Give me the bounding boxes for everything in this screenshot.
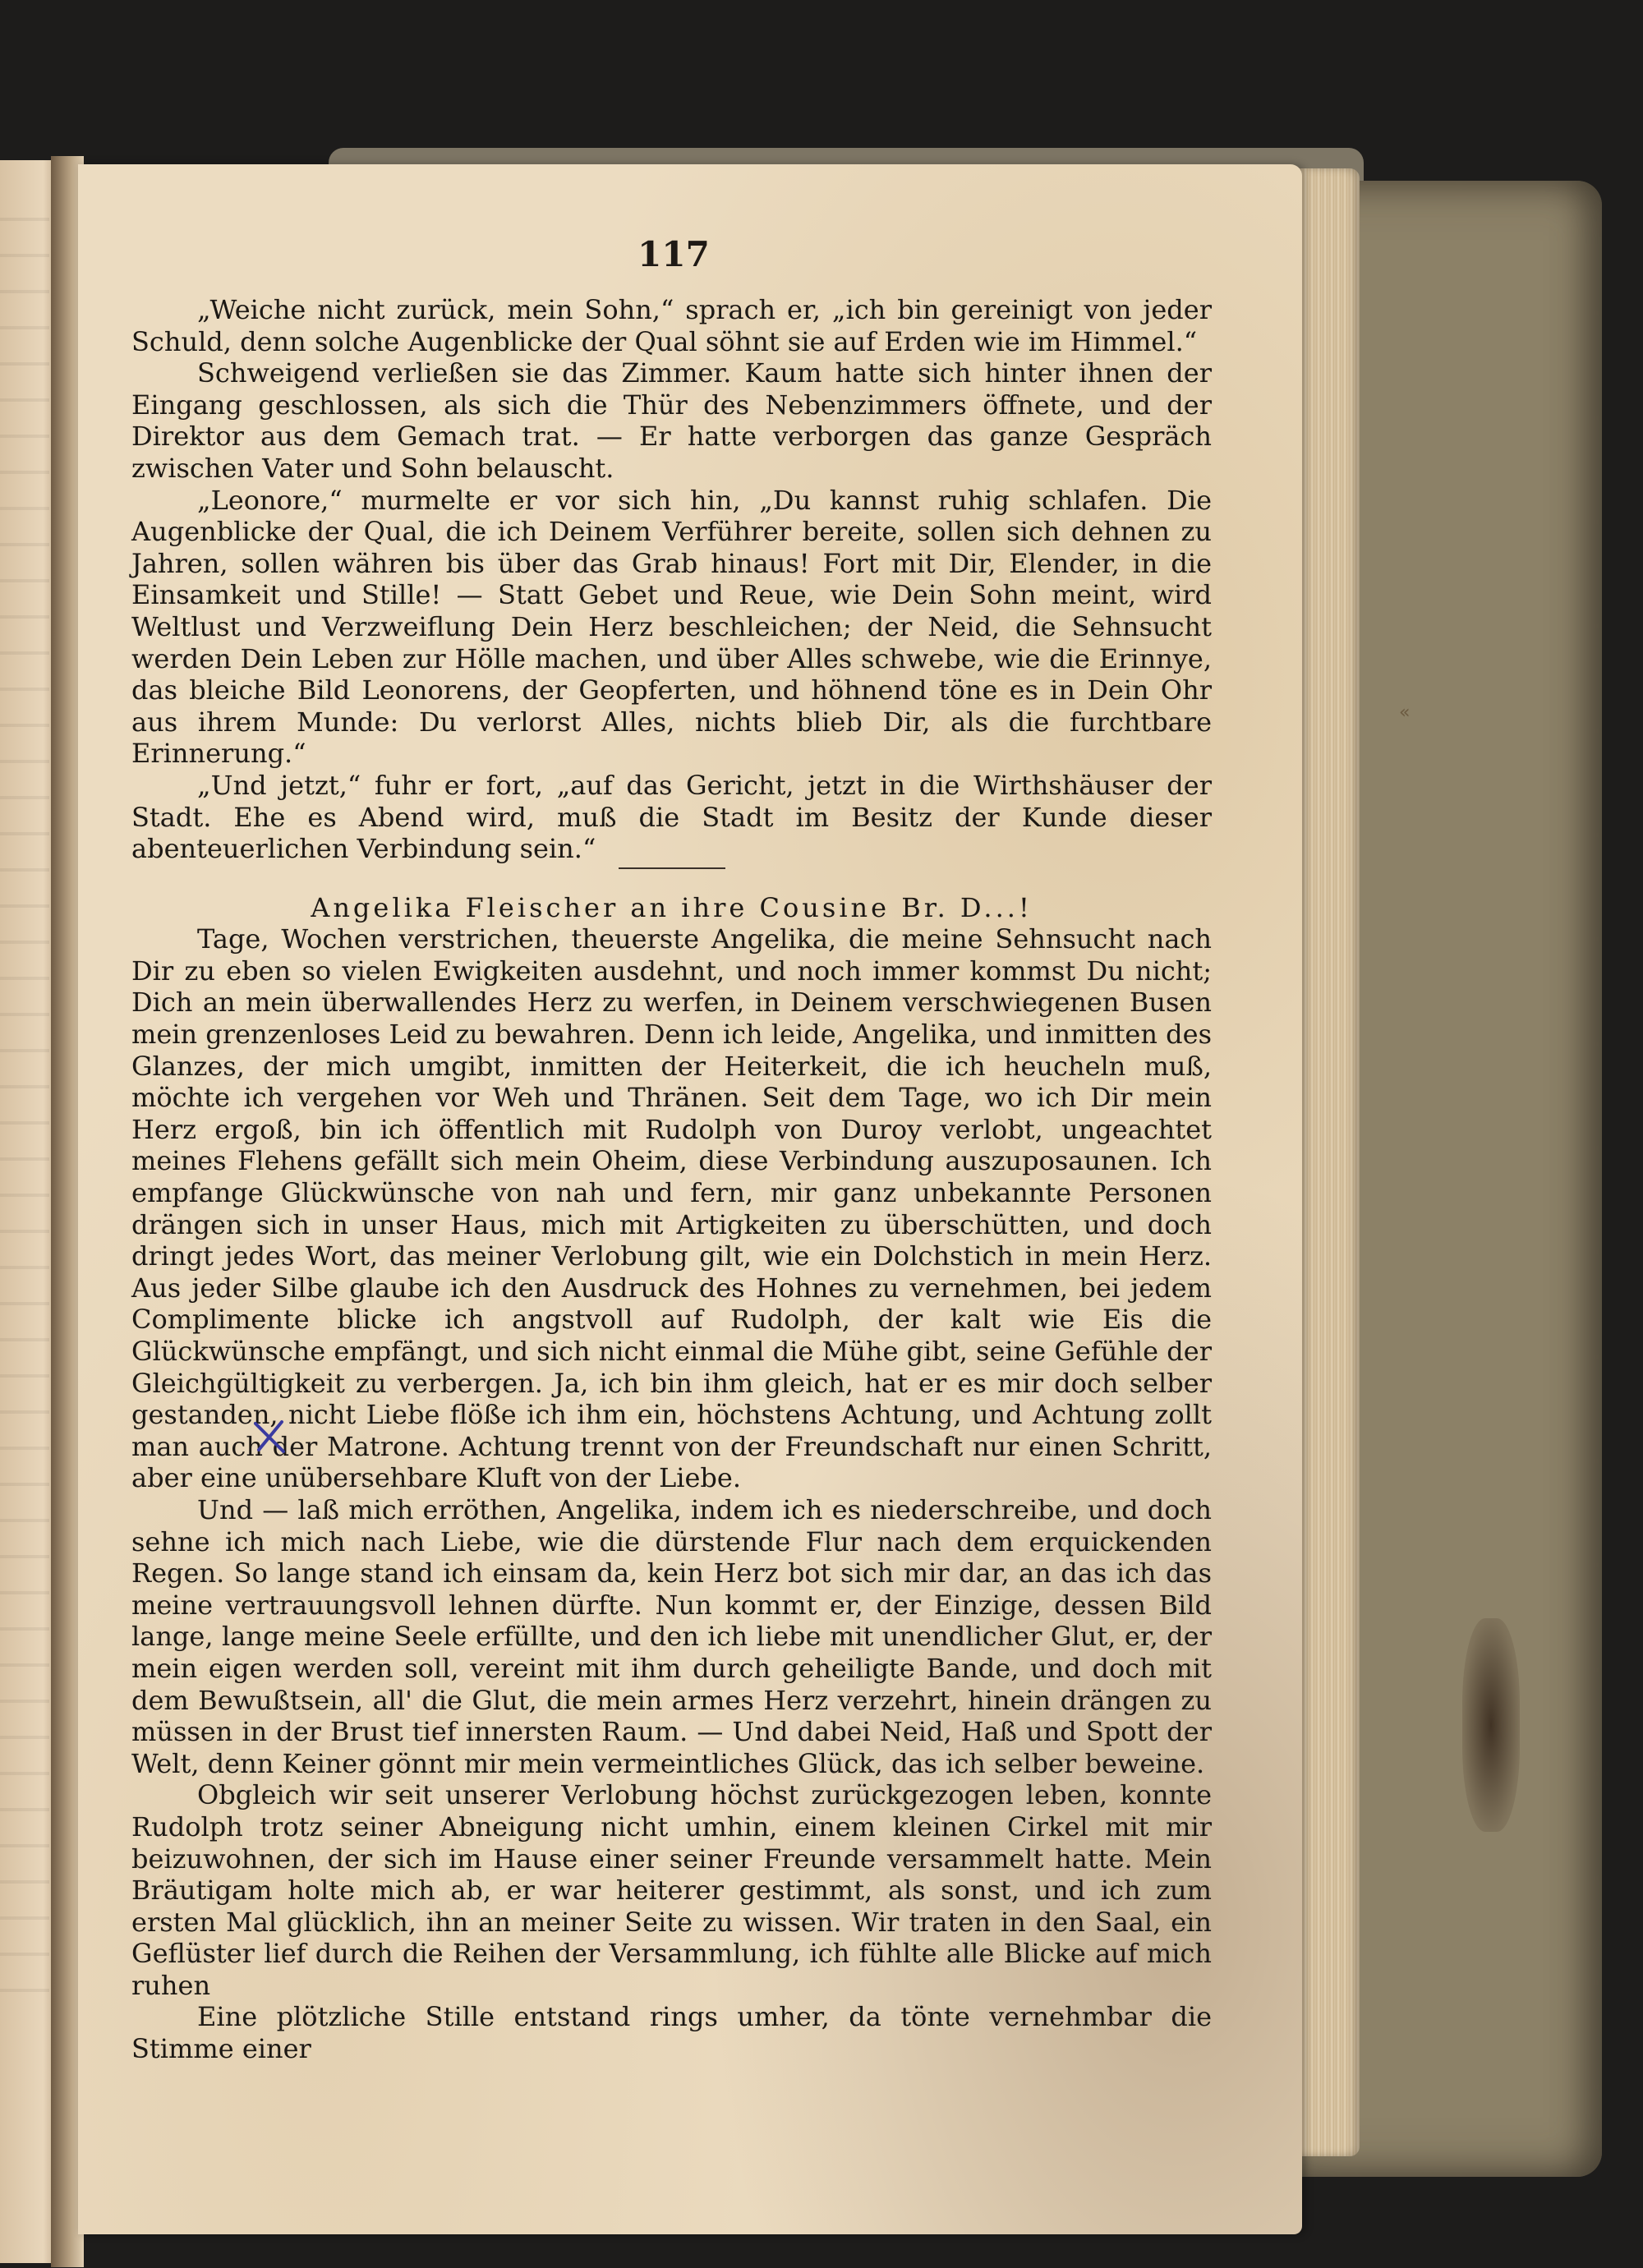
section-divider <box>619 867 725 869</box>
paragraph: Obgleich wir seit unserer Verlobung höchst zurückgezogen leben, konnte Rudolph trotz seiner Abneigung nicht umhin, einem kleinen Cirkel mit mir beizuwohnen, der sich im Hause einer seiner Freunde versammelt hatte. Mein Bräutigam holte mich ab, er war heiterer gestimmt, als sonst, und ich zum ersten Mal glücklich, ihn an meiner Seite zu wissen. Wir traten in den Saal, ein Geflüster lief durch die Reihen der Versammlung, ich fühlte alle Blicke auf mich ruhen <box>131 1779 1212 2001</box>
paragraph: „Leonore,“ murmelte er vor sich hin, „Du kannst ruhig schlafen. Die Augenblicke der Qual, die ich Deinem Verführer bereite, sollen sich dehnen zu Jahren, sollen währen bis über das Grab hinaus! Fort mit Dir, Elender, in die Einsamkeit und Stille! — Statt Gebet und Reue, wie Dein Sohn meint, wird Weltlust und Verzweiflung Dein Herz beschleichen; der Neid, die Sehnsucht werden Dein Leben zur Hölle machen, und über Alles schwebe, wie die Erinnye, das bleiche Bild Leonorens, der Geopferten, und höhnend töne es in Dein Ohr aus ihrem Munde: Du verlorst Alles, nichts blieb Dir, als die furchtbare Erinnerung.“ <box>131 484 1212 770</box>
paragraph: „Und jetzt,“ fuhr er fort, „auf das Gericht, jetzt in die Wirthshäuser der Stadt. Ehe es Abend wird, muß die Stadt im Besitz der Kunde dieser abenteuerlichen Verbindung sein.“ <box>131 769 1212 865</box>
paragraph: „Weiche nicht zurück, mein Sohn,“ sprach er, „ich bin gereinigt von jeder Schuld, denn solche Augenblicke der Qual söhnt sie auf Erden wie im Himmel.“ <box>131 294 1212 357</box>
left-page-text-trace <box>0 185 49 1992</box>
pen-cross-mark-icon <box>251 1417 290 1456</box>
paragraph: Eine plötzliche Stille entstand rings umher, da tönte vernehmbar die Stimme einer <box>131 2001 1212 2065</box>
section-heading: Angelika Fleischer an ihre Cousine Br. D...! <box>311 891 1033 923</box>
paragraph: Schweigend verließen sie das Zimmer. Kaum hatte sich hinter ihnen der Eingang geschlossen, als sich die Thür des Nebenzimmers öffnete, und der Direktor aus dem Gemach trat. — Er hatte verborgen das ganze Gespräch zwischen Vater und Sohn belauscht. <box>131 357 1212 484</box>
paragraph: Und — laß mich erröthen, Angelika, indem ich es niederschreibe, und doch sehne ich mich nach Liebe, wie die dürstende Flur nach dem erquickenden Regen. So lange stand ich einsam da, kein Herz bot sich mir dar, an das ich das meine vertrauungsvoll lehnen dürfte. Nun kommt er, der Einzige, dessen Bild lange, lange meine Seele erfüllte, und den ich liebe mit unendlicher Glut, er, der mein eigen werden soll, vereint mit ihm durch geheiligte Bande, und doch mit dem Bewußtsein, all' die Glut, die mein armes Herz verzehrt, hinein drängen zu müssen in der Brust tief innersten Raum. — Und dabei Neid, Haß und Spott der Welt, denn Keiner gönnt mir mein vermeintliches Glück, das ich selber beweine. <box>131 1493 1212 1779</box>
page-text <box>131 294 1212 2065</box>
page-stain <box>1462 1618 1520 1832</box>
paragraph: Tage, Wochen verstrichen, theuerste Angelika, die meine Sehnsucht nach Dir zu eben so vielen Ewigkeiten ausdehnt, und noch immer kommst Du nicht; Dich an mein überwallendes Herz zu werfen, in Deinem verschwiegenen Busen mein grenzenloses Leid zu bewahren. Denn ich leide, Angelika, und inmitten des Glanzes, der mich umgibt, inmitten der Heiterkeit, die ich heucheln muß, möchte ich vergehen vor Weh und Thränen. Seit dem Tage, wo ich Dir mein Herz ergoß, bin ich öffentlich mit Rudolph von Duroy verlobt, ungeachtet meines Flehens gefällt sich mein Oheim, diese Verbindung auszuposaunen. Ich empfange Glückwünsche von nah und fern, mir ganz unbekannte Personen drängen sich in unser Haus, mich mit Artigkeiten zu überschütten, und doch dringt jedes Wort, das meiner Verlobung gilt, wie ein Dolchstich in mein Herz. Aus jeder Silbe glaube ich den Ausdruck des Hohnes zu vernehmen, bei jedem Complimente blicke ich angstvoll auf Rudolph, der kalt wie Eis die Glückwünsche empfängt, und sich nicht einmal die Mühe gibt, seine Gefühle der Gleichgültigkeit zu verbergen. Ja, ich bin ihm gleich, hat er es mir doch selber gestanden, nicht Liebe flöße ich ihm ein, höchstens Achtung, und Achtung zollt man auch der Matrone. Achtung trennt von der Freundschaft nur einen Schritt, aber eine unübersehbare Kluft von der Liebe. <box>131 923 1212 1494</box>
edge-mark-icon: « <box>1399 702 1411 723</box>
page-number: 117 <box>637 234 710 274</box>
